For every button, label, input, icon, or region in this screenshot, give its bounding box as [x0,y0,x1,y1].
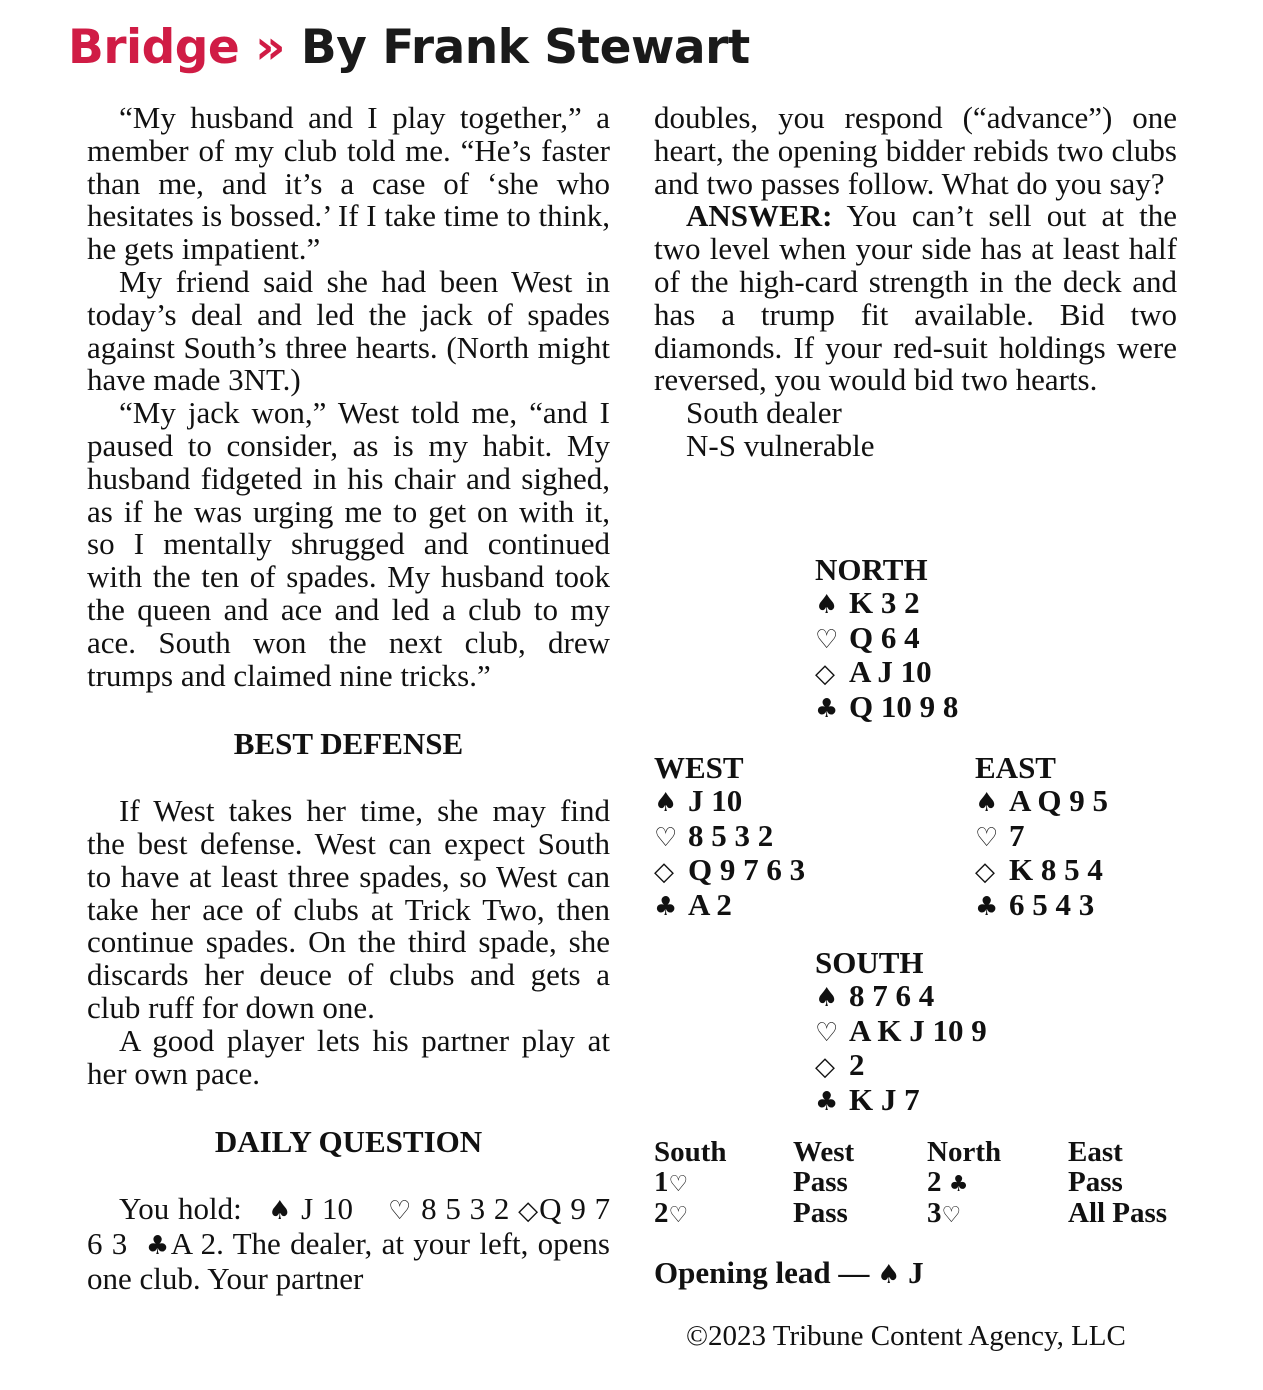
auction-bid: Pass [1068,1165,1123,1198]
paragraph: “My husband and I play together,” a member of my club told me. “He’s faster than me, and it’s a case of ‘she who hesitates is bossed.’ If I take time to think, he gets impatient.” [87,100,610,267]
right-column [654,102,1177,463]
hand-name: NORTH [815,552,928,587]
paragraph: My friend said she had been West in today’s deal and led the jack of spades against South’s three hearts. (North might have made 3NT.) [87,263,610,398]
club-icon: ♣ [948,1171,969,1197]
auction-row [654,1168,1167,1200]
heart-icon: ♡ [668,1171,689,1197]
spade-icon: ♠ [654,787,678,818]
answer-paragraph: ANSWER: You can’t sell out at the two level when your side has at least half of the high-card strength in the deck and has a trump fit available. Bid two diamonds. If your red-suit holdings were reversed, you would bid two hearts. [654,198,1177,398]
opening-lead: Opening lead — ♠ J [654,1255,924,1290]
heart-icon: ♡ [815,1017,839,1048]
left-column [87,102,610,1296]
auction-row [654,1199,1167,1231]
heart-icon: ♡ [668,1203,689,1228]
hand-name: SOUTH [815,945,924,980]
west-hand: WEST ♠ J 10 ♡ 8 5 3 2 ◇ Q 9 7 6 3 ♣ A 2 [654,750,806,923]
page-header [68,18,750,78]
daily-question-heading: DAILY QUESTION [214,1124,483,1160]
diamond-icon: ◇ [815,659,835,690]
auction-header: East [1068,1136,1123,1168]
club-icon: ♣ [975,892,999,923]
auction-bid: 1♡ [654,1165,689,1198]
auction-bid: Pass [793,1165,848,1198]
south-hand: SOUTH ♠ 8 7 6 4 ♡ A K J 10 9 ◇ 2 ♣ K J 7 [815,945,987,1118]
heart-icon: ♡ [941,1203,962,1228]
spade-icon: ♠ [268,1196,293,1227]
vulnerability-line: N-S vulnerable [686,427,875,463]
auction-header: South [654,1136,727,1168]
best-defense-heading: BEST DEFENSE [233,726,464,762]
auction-header: West [793,1136,855,1168]
paragraph: A good player lets his partner play at her own pace. [87,1022,610,1091]
diamond-icon: ◇ [975,857,995,888]
heart-icon: ♡ [815,624,839,655]
heart-icon: ♡ [975,822,999,853]
heart-icon: ♡ [388,1196,413,1227]
paragraph: doubles, you respond (“advance”) one heart, the opening bidder rebids two clubs and two passes follow. What do you say? [654,100,1177,201]
section-title: Bridge » [68,20,286,75]
north-hand: NORTH ♠ K 3 2 ♡ Q 6 4 ◇ A J 10 ♣ Q 10 9 8 [815,552,959,725]
hand-name: WEST [654,750,744,785]
auction-bid: All Pass [1068,1197,1168,1229]
hand-name: EAST [975,750,1056,785]
spade-icon: ♠ [975,787,999,818]
diamond-icon: ◇ [815,1052,835,1083]
club-icon: ♣ [654,892,678,923]
club-icon: ♣ [815,1087,839,1118]
diamond-icon: ◇ [654,857,674,888]
diamond-icon: ◇ [518,1196,540,1227]
spade-icon: ♠ [815,589,839,620]
club-icon: ♣ [815,694,839,725]
auction-bid: 2 ♣ [927,1165,969,1198]
paragraph: “My jack won,” West told me, “and I paused to consider, as is my habit. My husband fidgeted in his chair and sighed, as if he was urging me to get on with it, so I mentally shrugged and continued with the ten of spades. My husband took the queen and ace and led a club to my ace. South won the next club, drew trumps and claimed nine tricks.” [87,395,610,693]
spade-icon: ♠ [877,1260,901,1290]
auction-header-row [654,1138,1167,1168]
auction-bid: 2♡ [654,1197,689,1229]
copyright: ©2023 Tribune Content Agency, LLC [686,1320,1126,1352]
spade-icon: ♠ [815,982,839,1013]
question-paragraph: You hold: ♠ J 10 ♡ 8 5 3 2 ◇Q 9 7 6 3 ♣A 2. The dealer, at your left, opens one club. Your partner [87,1191,611,1296]
club-icon: ♣ [145,1230,171,1261]
byline: By Frank Stewart [300,20,750,75]
heart-icon: ♡ [654,822,678,853]
paragraph: If West takes her time, she may find the best defense. West can expect South to have at least three spades, so West can take her ace of clubs at Trick Two, then continue spades. On the third spade, she discards her deuce of clubs and gets a club ruff for down one. [87,793,610,1025]
auction-bid: 3♡ [927,1197,962,1229]
dealer-line: South dealer [686,395,842,431]
auction-table [654,1138,1167,1231]
east-hand: EAST ♠ A Q 9 5 ♡ 7 ◇ K 8 5 4 ♣ 6 5 4 3 [975,750,1109,923]
auction-bid: Pass [793,1197,848,1229]
auction-header: North [927,1136,1002,1168]
